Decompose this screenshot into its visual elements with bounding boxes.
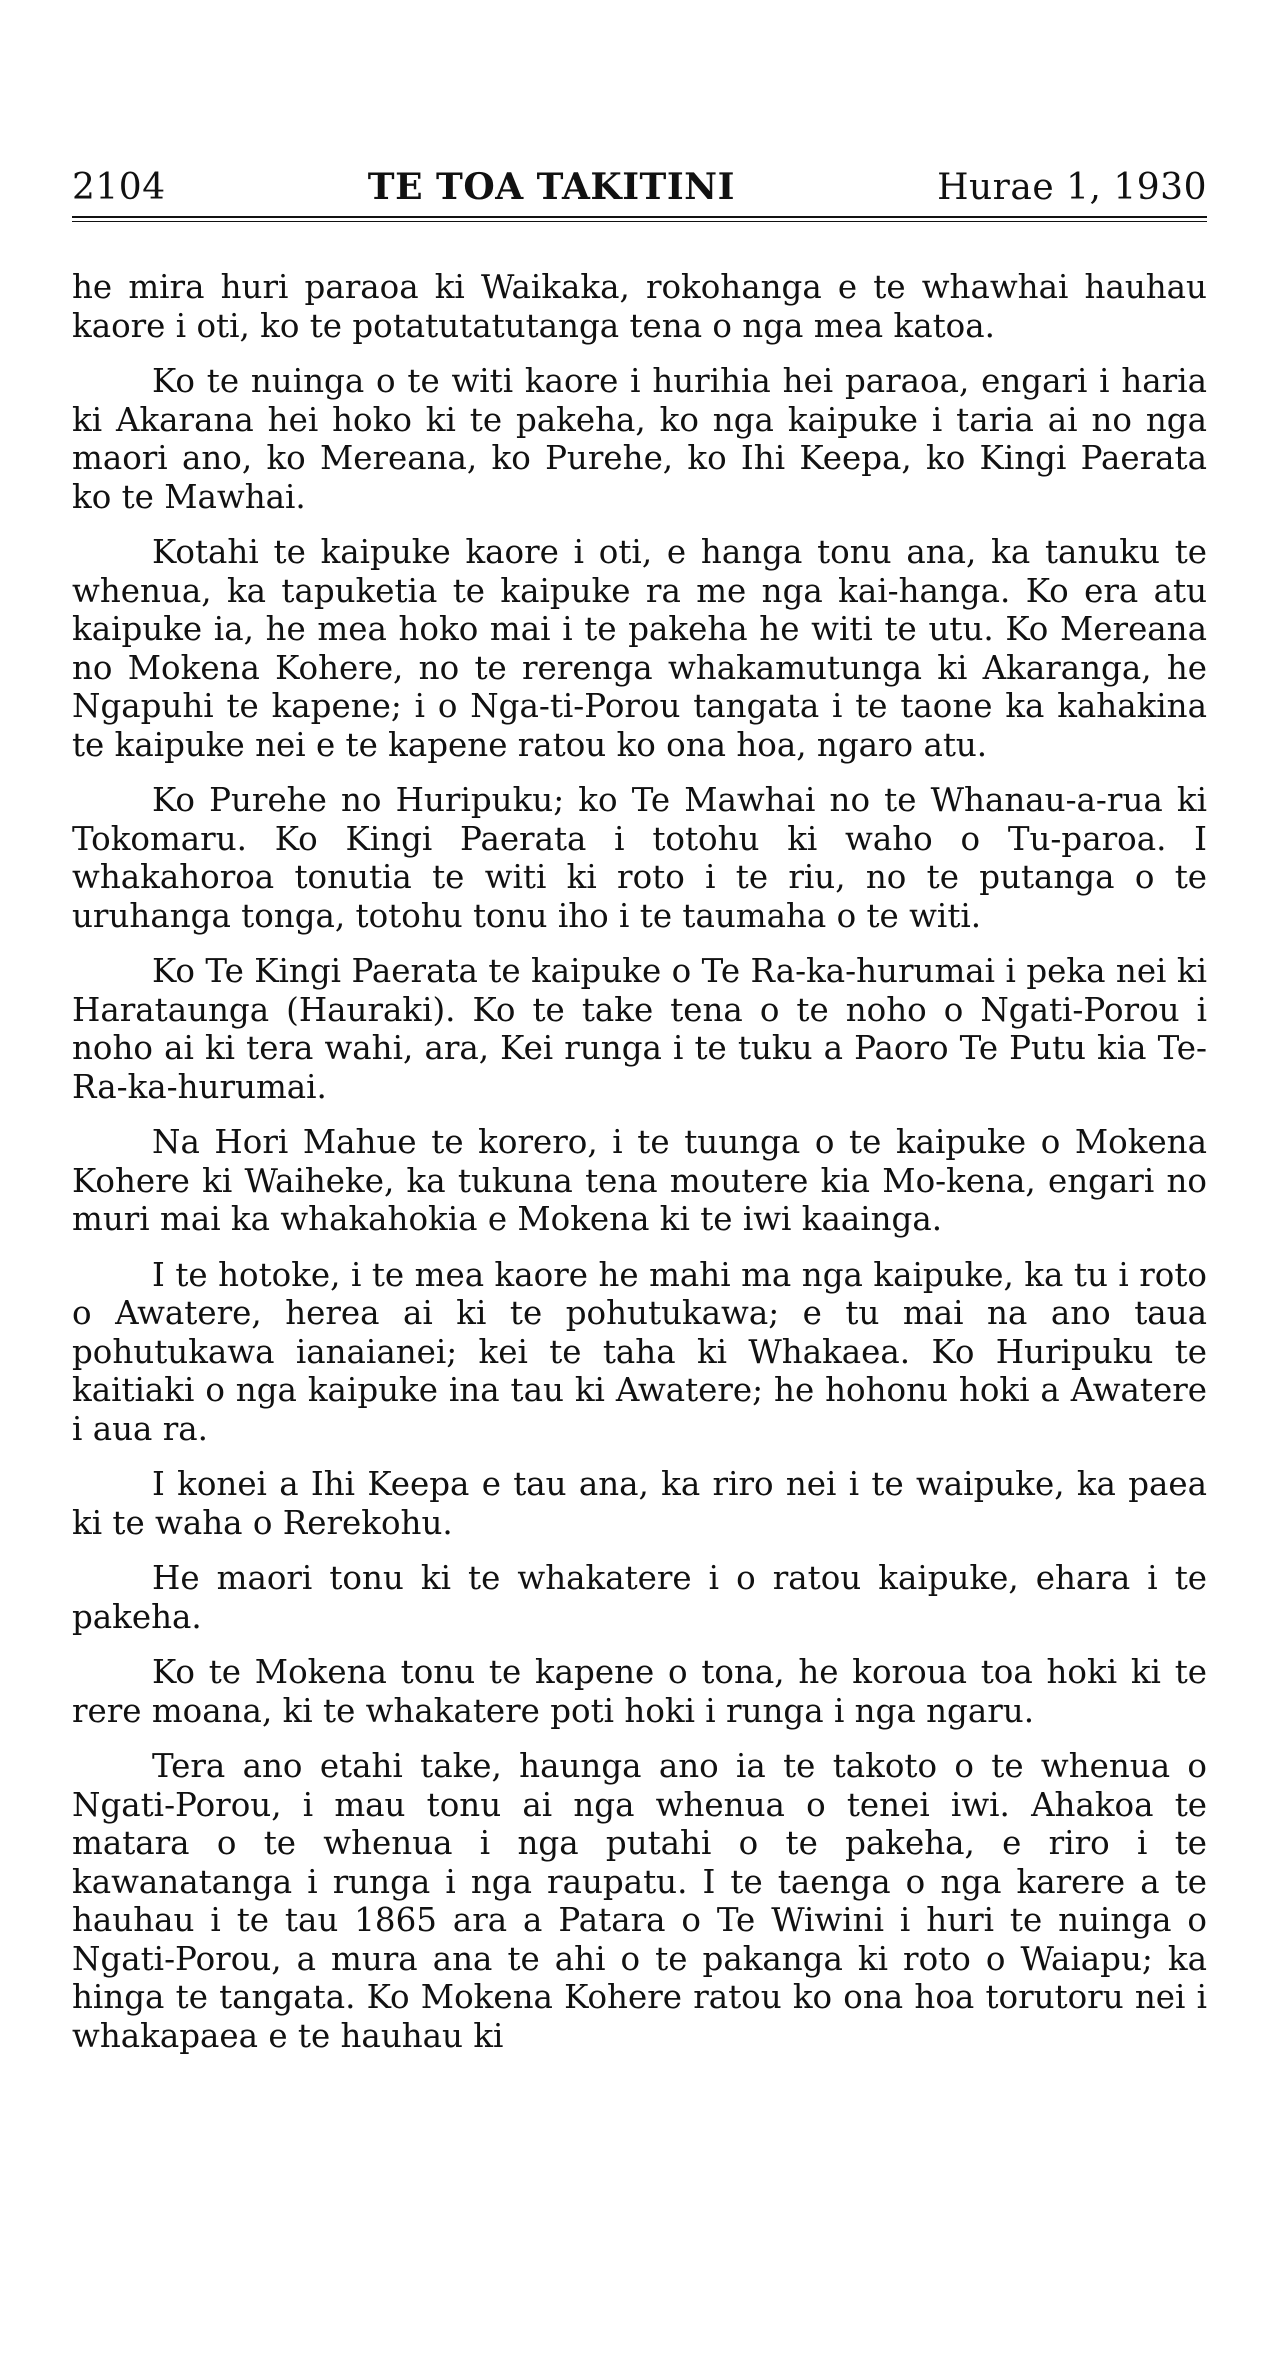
document-page: [72, 165, 1207, 2072]
paragraph: he mira huri paraoa ki Waikaka, rokohanga e te whawhai hauhau kaore i oti, ko te potatutatutanga tena o nga mea katoa.: [72, 268, 1207, 345]
paragraph: Ko Purehe no Huripuku; ko Te Mawhai no te Whanau-a-rua ki Tokomaru. Ko Kingi Paerata i totohu ki waho o Tu-paroa. I whakahoroa tonutia te witi ki roto i te riu, no te putanga o te uruhanga tonga, totohu tonu iho i te taumaha o te witi.: [72, 781, 1207, 935]
paragraph: He maori tonu ki te whakatere i o ratou kaipuke, ehara i te pakeha.: [72, 1559, 1207, 1636]
issue-date: Hurae 1, 1930: [937, 167, 1207, 208]
running-title: TE TOA TAKITINI: [367, 166, 735, 208]
paragraph: Ko te Mokena tonu te kapene o tona, he koroua toa hoki ki te rere moana, ki te whakatere poti hoki i runga i nga ngaru.: [72, 1653, 1207, 1730]
paragraph: I konei a Ihi Keepa e tau ana, ka riro nei i te waipuke, ka paea ki te waha o Rerekohu.: [72, 1465, 1207, 1542]
page-header: [72, 165, 1207, 216]
header-rule: [72, 216, 1207, 222]
paragraph: I te hotoke, i te mea kaore he mahi ma nga kaipuke, ka tu i roto o Awatere, herea ai ki te pohutukawa; e tu mai na ano taua pohutukawa ianaianei; kei te taha ki Whakaea. Ko Huripuku te kaitiaki o nga kaipuke ina tau ki Awatere; he hohonu hoki a Awatere i aua ra.: [72, 1255, 1207, 1448]
article-body: [72, 268, 1207, 2055]
paragraph: Tera ano etahi take, haunga ano ia te takoto o te whenua o Ngati-Porou, i mau tonu ai nga whenua o tenei iwi. Ahakoa te matara o te whenua i nga putahi o te pakeha, e riro i te kawanatanga i runga i nga raupatu. I te taenga o nga karere a te hauhau i te tau 1865 ara a Patara o Te Wiwini i huri te nuinga o Ngati-Porou, a mura ana te ahi o te pakanga ki roto o Waiapu; ka hinga te tangata. Ko Mokena Kohere ratou ko ona hoa torutoru nei i whakapaea e te hauhau ki: [72, 1747, 1207, 2055]
paragraph: Kotahi te kaipuke kaore i oti, e hanga tonu ana, ka tanuku te whenua, ka tapuketia te kaipuke ra me nga kai-hanga. Ko era atu kaipuke ia, he mea hoko mai i te pakeha he witi te utu. Ko Mereana no Mokena Kohere, no te rerenga whakamutunga ki Akaranga, he Ngapuhi te kapene; i o Nga-ti-Porou tangata i te taone ka kahakina te kaipuke nei e te kapene ratou ko ona hoa, ngaro atu.: [72, 533, 1207, 764]
page-number: 2104: [72, 167, 166, 208]
paragraph: Ko te nuinga o te witi kaore i hurihia hei paraoa, engari i haria ki Akarana hei hoko ki te pakeha, ko nga kaipuke i taria ai no nga maori ano, ko Mereana, ko Purehe, ko Ihi Keepa, ko Kingi Paerata ko te Mawhai.: [72, 362, 1207, 516]
paragraph: Ko Te Kingi Paerata te kaipuke o Te Ra-ka-hurumai i peka nei ki Harataunga (Hauraki). Ko te take tena o te noho o Ngati-Porou i noho ai ki tera wahi, ara, Kei runga i te tuku a Paoro Te Putu kia Te-Ra-ka-hurumai.: [72, 952, 1207, 1106]
paragraph: Na Hori Mahue te korero, i te tuunga o te kaipuke o Mokena Kohere ki Waiheke, ka tukuna tena moutere kia Mo-kena, engari no muri mai ka whakahokia e Mokena ki te iwi kaainga.: [72, 1123, 1207, 1238]
